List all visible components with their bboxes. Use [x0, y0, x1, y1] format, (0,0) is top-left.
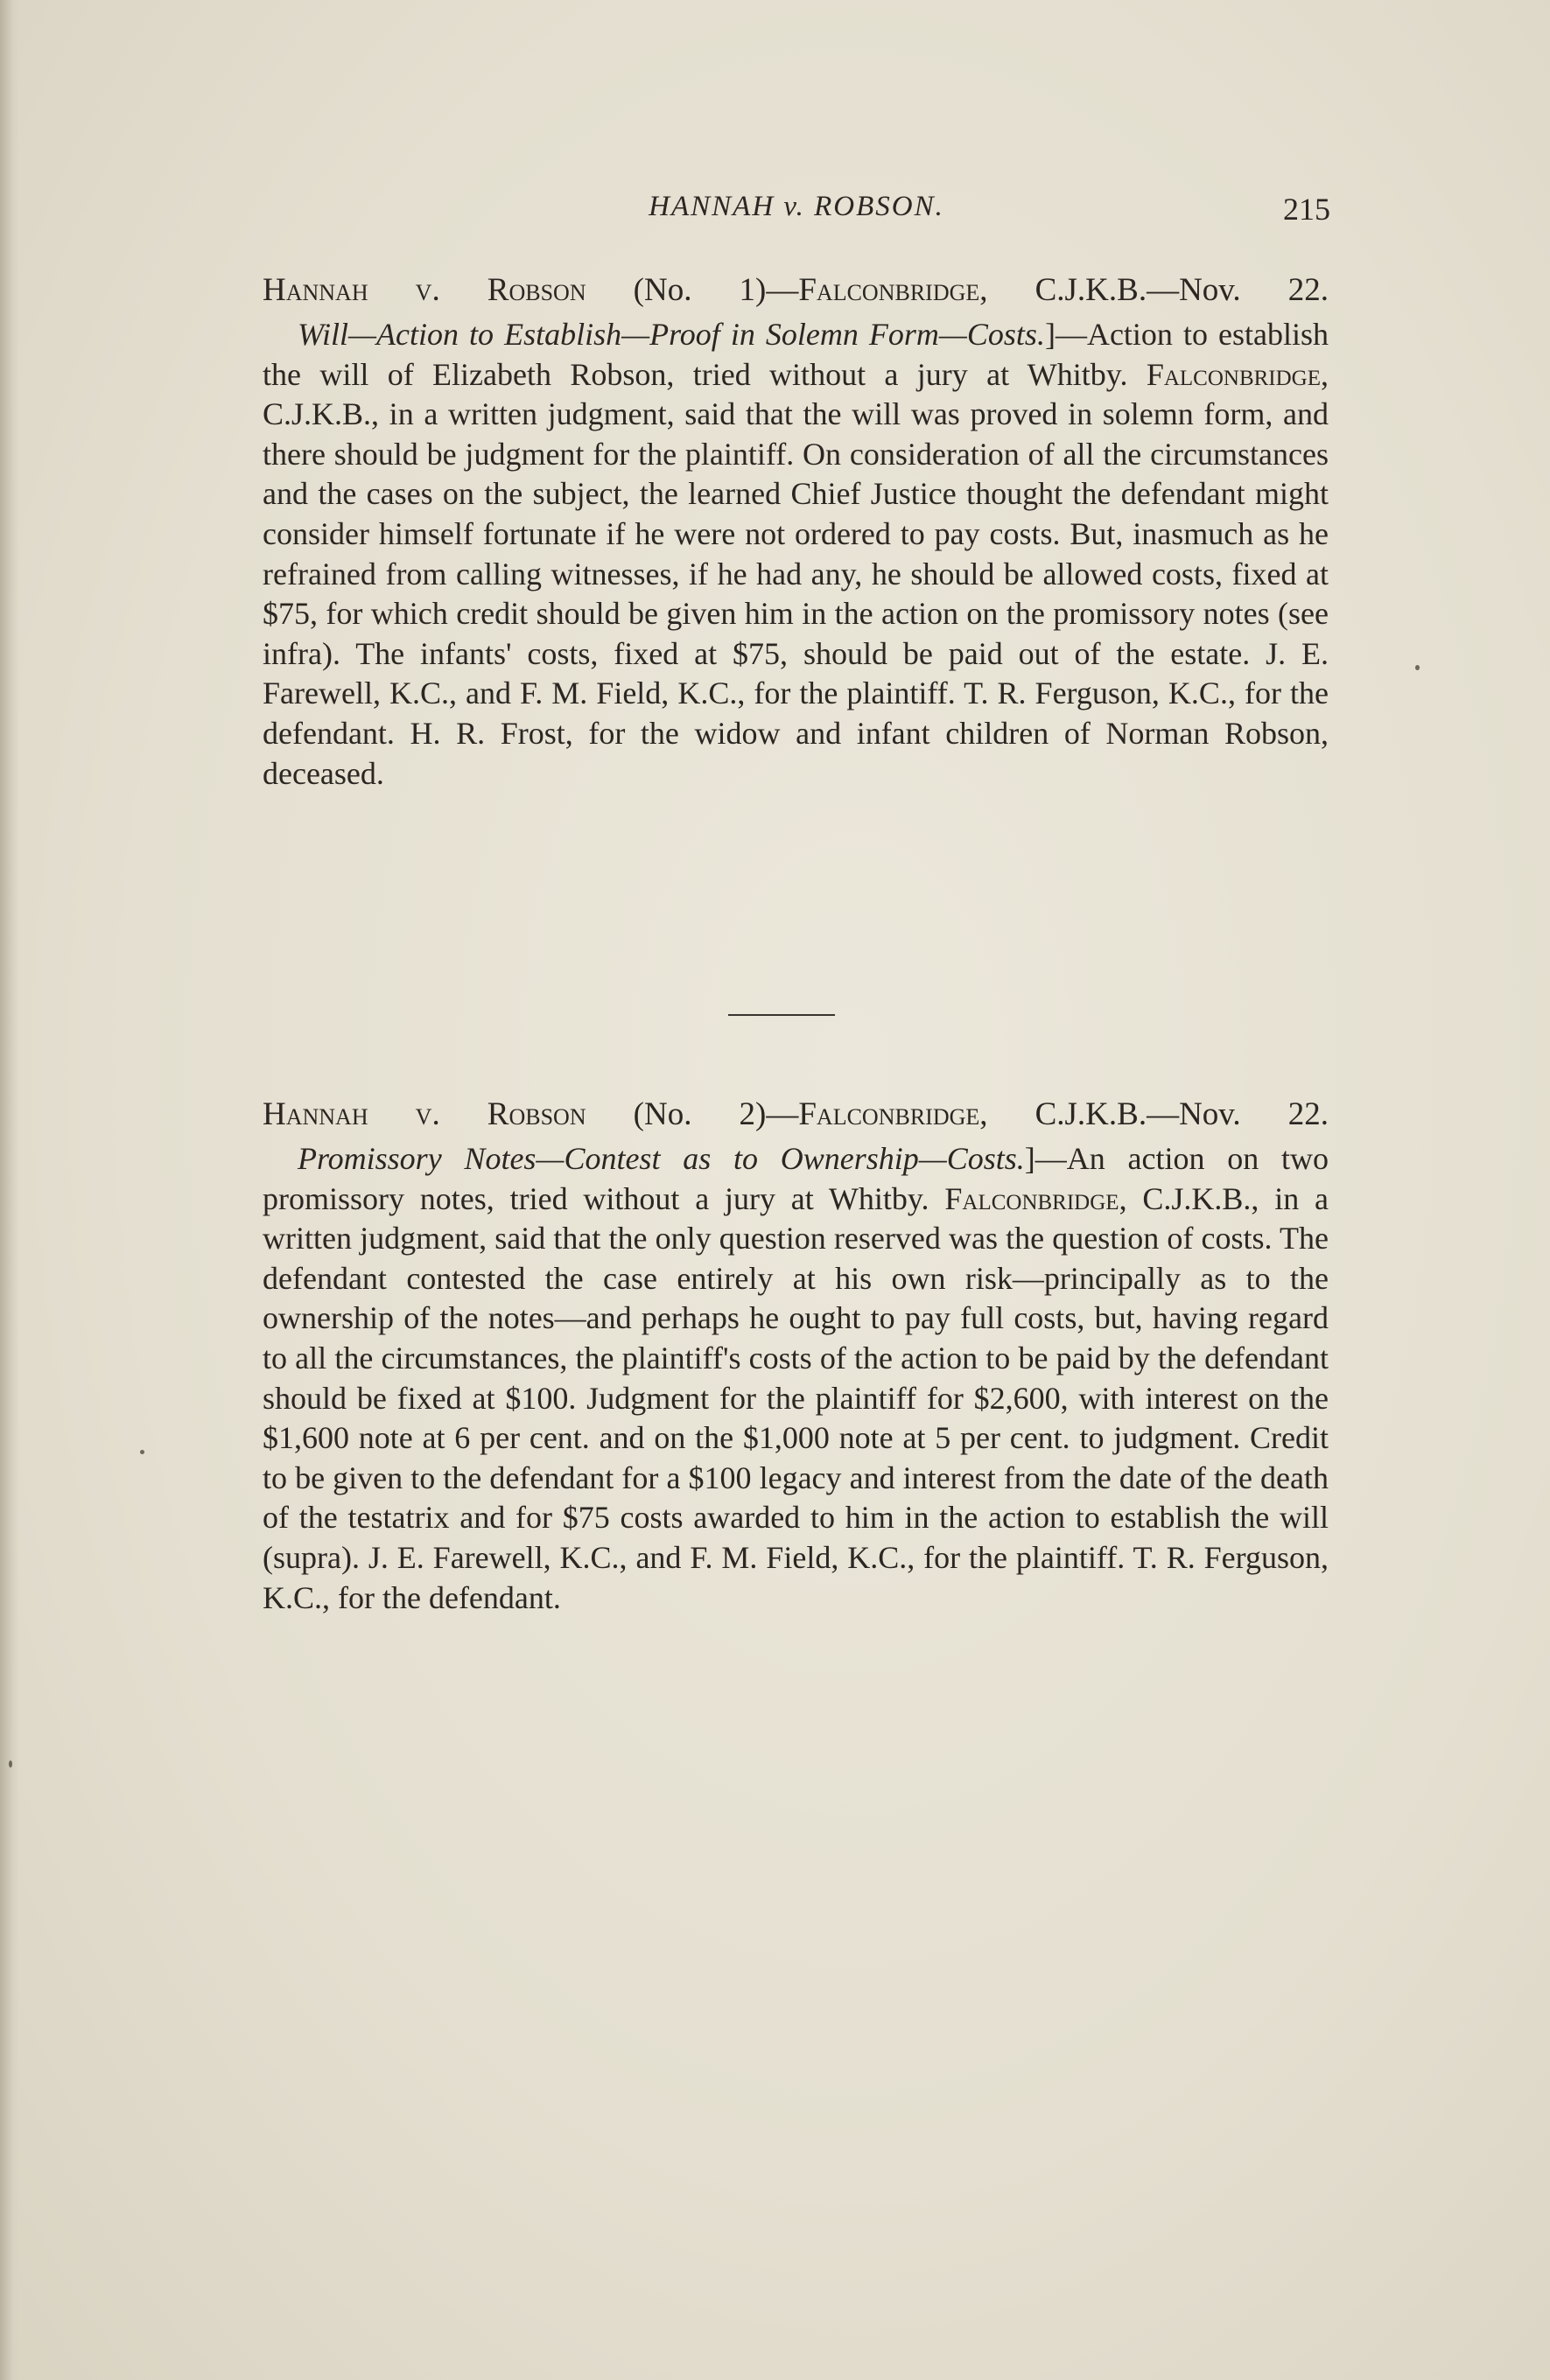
case-body-text: , C.J.K.B., in a written judgment, said that the will was proved in solemn form, and there should be judgment for the plaintiff. On consideration of all the circumstances and the cases on the subject, the learned Chief Justice thought the defendant might consider himself fortunate if he were not ordered to pay costs. But, inasmuch as he refrained from calling witnesses, if he had any, he should be allowed costs, fixed at $75, for which credit should be given him in the action on the promissory notes (see infra). The infants' costs, fixed at $75, should be paid out of the estate. J. E. Farewell, K.C., and F. M. Field, K.C., for the plaintiff. T. R. Ferguson, K.C., for the defendant. H. R. Frost, for the widow and infant children of Norman Robson, deceased. — [263, 356, 1329, 791]
case-parties: Hannah v. Robson — [263, 1096, 586, 1132]
ink-speck — [140, 1450, 144, 1454]
case-headnote: Promissory Notes—Contest as to Ownership—Costs. — [298, 1141, 1025, 1176]
running-head: HANNAH v. ROBSON. — [649, 191, 944, 222]
case-body-judge: Falconbridge — [1146, 356, 1321, 392]
case-body-text: , C.J.K.B., in a written judgment, said that the only question reserved was the question of costs. The defendant contested the case entirely at his own risk—principally as to the ownership of the notes—and perhaps he ought to pay full costs, but, having regard to all the circumstances, the plaintiff's costs of the action to be paid by the defendant should be fixed at $100. Judgment for the plaintiff for $2,600, with interest on the $1,600 note at 6 per cent. and on the $1,000 note at 5 per cent. to judgment. Credit to be given to the defendant for a $100 legacy and interest from the date of the death of the testatrix and for $75 costs awarded to him in the action to establish the will (supra). J. E. Farewell, K.C., and F. M. Field, K.C., for the plaintiff. T. R. Ferguson, K.C., for the defendant. — [263, 1180, 1329, 1615]
page-number: 215 — [1283, 192, 1330, 227]
case-number: (No. 2)— — [586, 1096, 799, 1132]
case-court-date: , C.J.K.B.—Nov. 22. — [979, 272, 1329, 308]
case-judge: Falconbridge — [798, 272, 980, 308]
case-title — [263, 268, 1329, 313]
case-judge: Falconbridge — [798, 1096, 980, 1132]
case-report-2 — [263, 1092, 1329, 1618]
case-body — [263, 315, 1329, 794]
case-court-date: , C.J.K.B.—Nov. 22. — [979, 1096, 1329, 1132]
page-header — [263, 191, 1330, 243]
page-gutter-shadow — [0, 0, 19, 2380]
case-parties: Hannah v. Robson — [263, 272, 586, 308]
case-body-judge: Falconbridge — [944, 1180, 1119, 1216]
case-report-1 — [263, 268, 1329, 794]
case-headnote: Will—Action to Establish—Proof in Solemn Form—Costs. — [298, 317, 1045, 352]
case-title — [263, 1092, 1329, 1138]
case-body-lead: ]—An action on two promissory notes, tried without a jury at Whitby. — [263, 1141, 1329, 1216]
ink-speck — [9, 1760, 12, 1768]
section-divider — [728, 1014, 835, 1016]
case-number: (No. 1)— — [586, 272, 799, 308]
case-body — [263, 1139, 1329, 1618]
ink-speck — [1415, 665, 1420, 670]
case-body-lead: ]—Action to establish the will of Elizabeth Robson, tried without a jury at Whitby. — [263, 317, 1329, 392]
